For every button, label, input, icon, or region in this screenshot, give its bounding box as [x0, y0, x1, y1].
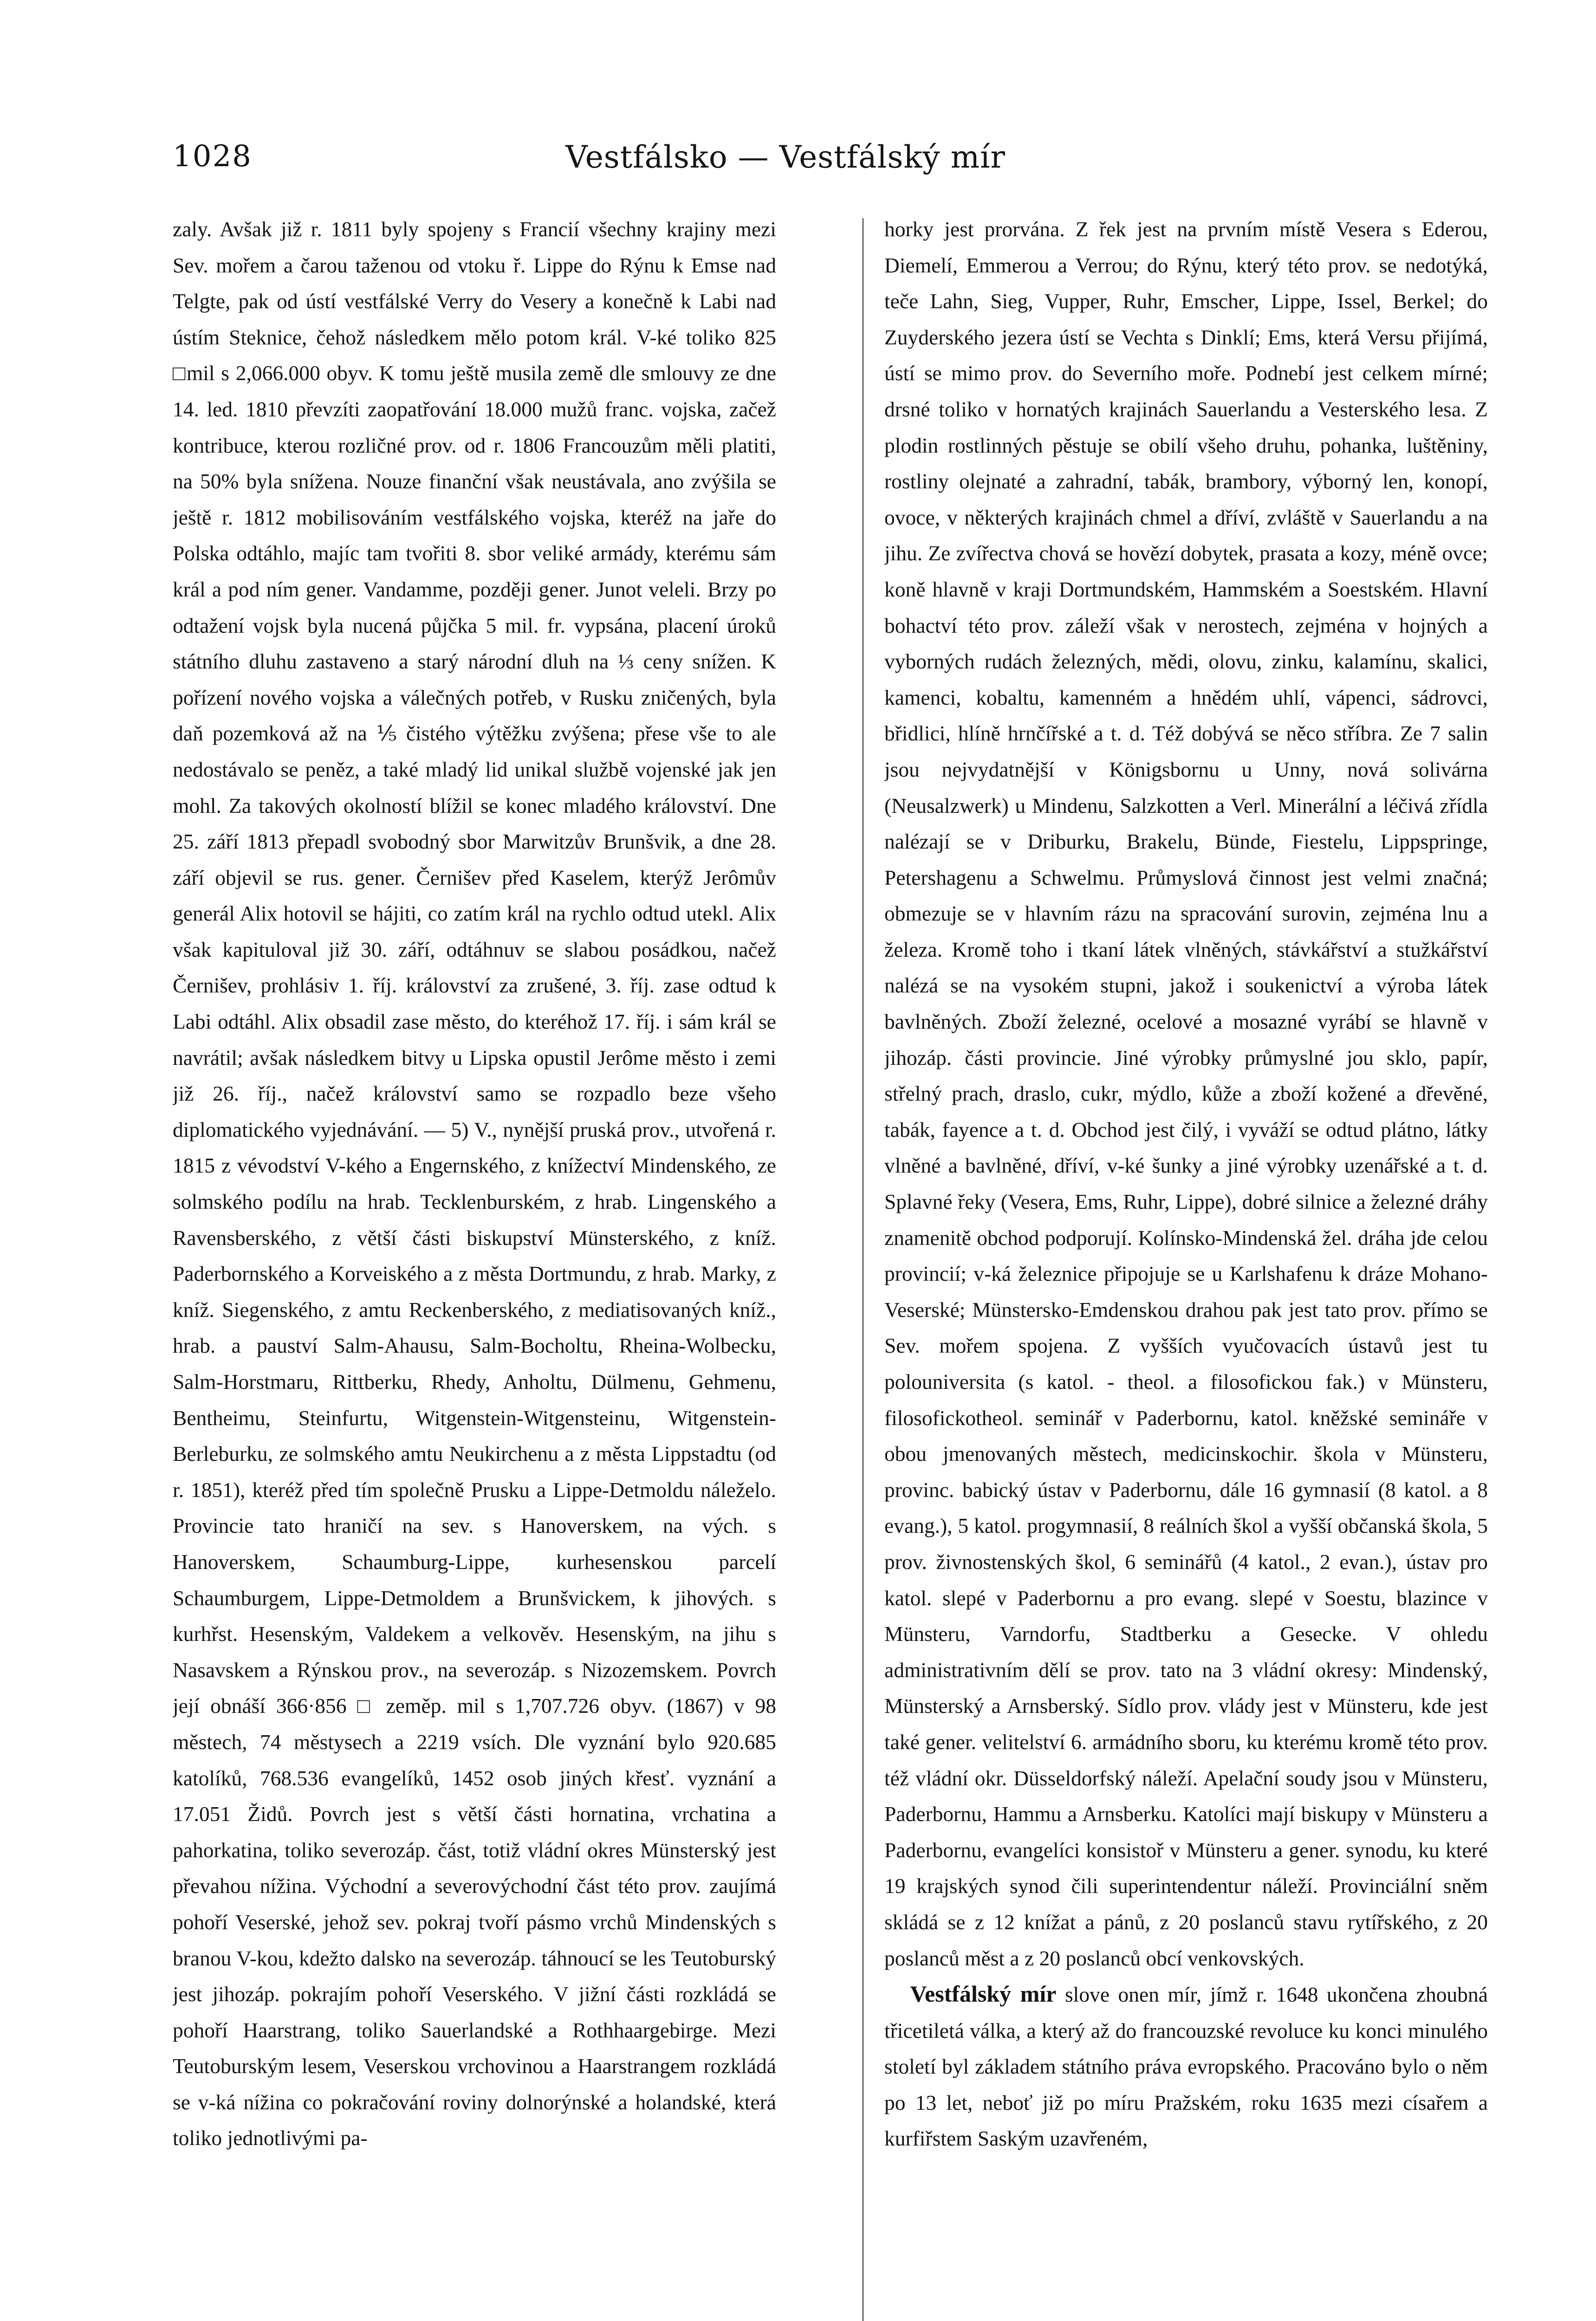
page-header — [173, 135, 1398, 186]
page-title: Vestfálsko — Vestfálský mír — [565, 139, 1006, 175]
page-number: 1028 — [173, 139, 252, 174]
left-column-text: zaly. Avšak již r. 1811 byly spojeny s Francií všechny krajiny mezi Sev. mořem a čarou taženou od vtoku ř. Lippe do Rýnu k Emse nad Telgte, pak od ústí vestfálské Verry do Vesery a konečně k Labi nad ústím Steknice, čehož následkem mělo potom král. V-ké toliko 825 □mil s 2,066.000 obyv. K tomu ještě musila země dle smlouvy ze dne 14. led. 1810 převzíti zaopatřování 18.000 mužů franc. vojska, začež kontribuce, kterou rozličné prov. od r. 1806 Francouzům měli platiti, na 50% byla snížena. Nouze finanční však neustávala, ano zvýšila se ještě r. 1812 mobilisováním vestfálského vojska, kteréž na jaře do Polska odtáhlo, majíc tam tvořiti 8. sbor veliké armády, kterému sám král a pod ním gener. Vandamme, později gener. Junot veleli. Brzy po odtažení vojsk byla nucená půjčka 5 mil. fr. vypsána, placení úroků státního dluhu zastaveno a starý národní dluh na ⅓ ceny snížen. K pořízení nového vojska a válečných potřeb, v Rusku zničených, byla daň pozemková až na ⅕ čistého výtěžku zvýšena; přese vše to ale nedostávalo se peněz, a také mladý lid unikal službě vojenské jak jen mohl. Za takových okolností blížil se konec mladého království. Dne 25. září 1813 přepadl svobodný sbor Marwitzův Brunšvik, a dne 28. září objevil se rus. gener. Černišev před Kaselem, kterýž Jerômův generál Alix hotovil se hájiti, co zatím král na rychlo odtud utekl. Alix však kapituloval již 30. září, odtáhnuv se slabou posádkou, načež Černišev, prohlásiv 1. říj. království za zrušené, 3. říj. zase odtud k Labi odtáhl. Alix obsadil zase město, do kteréhož 17. říj. i sám král se navrátil; avšak následkem bitvy u Lipska opustil Jerôme město i zemi již 26. říj., načež království samo se rozpadlo beze všeho diplomatického vyjednávání. — 5) V., nynější pruská prov., utvořená r. 1815 z vévodství V-kého a Engernského, z knížectví Mindenského, ze solmského podílu na hrab. Tecklenburském, z hrab. Lingenského a Ravensberského, z větší části biskupství Münsterského, z kníž. Paderbornského a Korveiského a z města Dortmundu, z hrab. Marky, z kníž. Siegenského, z amtu Reckenberského, z mediatisovaných kníž., hrab. a pauství Salm-Ahausu, Salm-Bocholtu, Rheina-Wolbecku, Salm-Horstmaru, Rittberku, Rhedy, Anholtu, Dülmenu, Gehmenu, Bentheimu, Steinfurtu, Witgenstein-Witgensteinu, Witgenstein-Berleburku, ze solmského amtu Neukirchenu a z města Lippstadtu (od r. 1851), kteréž před tím společně Prusku a Lippe-Detmoldu náleželo. Provincie tato hraničí na sev. s Hanoverskem, na vých. s Hanoverskem, Schaumburg-Lippe, kurhesenskou parcelí Schaumburgem, Lippe-Detmoldem a Brunšvickem, k jihových. s kurhřst. Hesenským, Valdekem a velkověv. Hesenským, na jihu s Nasavskem a Rýnskou prov., na severozáp. s Nizozemskem. Povrch její obnáší 366·856 □ zeměp. mil s 1,707.726 obyv. (1867) v 98 městech, 74 městysech a 2219 vsích. Dle vyznání bylo 920.685 katolíků, 768.536 evangelíků, 1452 osob jiných křesť. vyznání a 17.051 Židů. Povrch jest s větší části hornatina, vrchatina a pahorkatina, toliko severozáp. část, totiž vládní okres Münsterský jest převahou nížina. Východní a severovýchodní část této prov. zaujímá pohoří Veserské, jehož sev. pokraj tvoří pásmo vrchů Mindenských s branou V-kou, kdežto dalsko na severozáp. táhnoucí se les Teutoburský jest jihozáp. pokrajím pohoří Veserského. V jižní části rozkládá se pohoří Haarstrang, toliko Sauerlandské a Rothhaargebirge. Mezi Teutoburským lesem, Veserskou vrchovinou a Haarstrangem rozkládá se v-ká nížina co pokračování roviny dolnorýnské a holandské, která toliko jednotlivými pa- — [173, 217, 776, 2150]
entry-headword: Vestfálský mír — [910, 1981, 1057, 2007]
right-column — [884, 211, 1488, 2321]
right-column-text-a: horky jest prorvána. Z řek jest na prvním místě Vesera s Ederou, Diemelí, Emmerou a Verrou; do Rýnu, který této prov. se nedotýká, teče Lahn, Sieg, Vupper, Ruhr, Emscher, Lippe, Issel, Berkel; do Zuyderského jezera ústí se Vechta s Dinklí; Ems, která Versu přijímá, ústí se mimo prov. do Severního moře. Podnebí jest celkem mírné; drsné toliko v hornatých krajinách Sauerlandu a Vesterského lesa. Z plodin rostlinných pěstuje se obilí všeho druhu, pohanka, luštěniny, rostliny olejnaté a zahradní, tabák, brambory, výborný len, konopí, ovoce, v některých krajinách chmel a dříví, zvláště v Sauerlandu a na jihu. Ze zvířectva chová se hovězí dobytek, prasata a kozy, méně ovce; koně hlavně v kraji Dortmundském, Hammském a Soestském. Hlavní bohactví této prov. záleží však v nerostech, zejména v hojných a vyborných rudách železných, mědi, olovu, zinku, kalamínu, skalici, kamenci, kobaltu, kamenném a hnědém uhlí, vápenci, sádrovci, břidlici, hlíně hrnčířské a t. d. Též dobývá se něco stříbra. Ze 7 salin jsou nejvydatnější v Königsbornu u Unny, nová solivárna (Neusalzwerk) u Mindenu, Salzkotten a Verl. Minerální a léčivá zřídla nalézají se v Driburku, Brakelu, Bünde, Fiestelu, Lippspringe, Petershagenu a Schwelmu. Průmyslová činnost jest velmi značná; obmezuje se v hlavním rázu na spracování surovin, zejména lnu a železa. Kromě toho i tkaní látek vlněných, stávkářství a stužkářství nalézá se na vysokém stupni, jakož i soukenictví a výroba látek bavlněných. Zboží železné, ocelové a mosazné vyrábí se hlavně v jihozáp. části provincie. Jiné výrobky průmyslné jou sklo, papír, střelný prach, draslo, cukr, mýdlo, kůže a zboží kožené a dřevěné, tabák, fayence a t. d. Obchod jest čilý, i vyváží se odtud plátno, látky vlněné a bavlněné, dříví, v-ké šunky a jiné výrobky uzenářské a t. d. Splavné řeky (Vesera, Ems, Ruhr, Lippe), dobré silnice a železné dráhy znamenitě obchod podporují. Kolínsko-Mindenská žel. dráha jde celou provincií; v-ká železnice připojuje se u Karlshafenu k dráze Mohano-Veserské; Münstersko-Emdenskou drahou pak jest tato prov. přímo se Sev. mořem spojena. Z vyšších vyučovacích ústavů jest tu polouniversita (s katol. - theol. a filosofickou fak.) v Münsteru, filosofickotheol. seminář v Paderbornu, katol. kněžské semináře v obou jmenovaných městech, medicinskochir. škola v Münsteru, provinc. babický ústav v Paderbornu, dále 16 gymnasií (8 katol. a 8 evang.), 5 katol. progymnasií, 8 reálních škol a vyšší občanská škola, 5 prov. živnostenských škol, 6 seminářů (4 katol., 2 evan.), ústav pro katol. slepé v Paderbornu a pro evang. slepé v Soestu, blazince v Münsteru, Varndorfu, Stadtberku a Gesecke. V ohledu administrativním dělí se prov. tato na 3 vládní okresy: Mindenský, Münsterský a Arnsberský. Sídlo prov. vlády jest v Münsteru, kde jest také gener. velitelství 6. armádního sboru, ku kterému kromě této prov. též vládní okr. Düsseldorfský náleží. Apelační soudy jsou v Münsteru, Paderbornu, Hammu a Arnsberku. Katolíci mají biskupy v Münsteru a Paderbornu, evangelíci konsistoř v Münsteru a gener. synodu, ku které 19 krajských synod čili superintendentur náleží. Provinciální sněm skládá se z 12 knížat a pánů, z 20 poslanců stavu rytířského, z 20 poslanců měst a z 20 poslanců obcí venkovských. — [884, 217, 1488, 1970]
left-column — [173, 211, 776, 2321]
right-column-text-b: slove onen mír, jímž r. 1648 ukončena zhoubná třicetiletá válka, a který až do francouzské revoluce ku konci minulého století byl základem státního práva evropského. Pracováno bylo o něm po 13 let, neboť již po míru Pražském, roku 1635 mezi císařem a kurfiřstem Saským uzavřeném, — [884, 1983, 1488, 2151]
entry-vestfalsky-mir — [884, 1976, 1488, 2157]
